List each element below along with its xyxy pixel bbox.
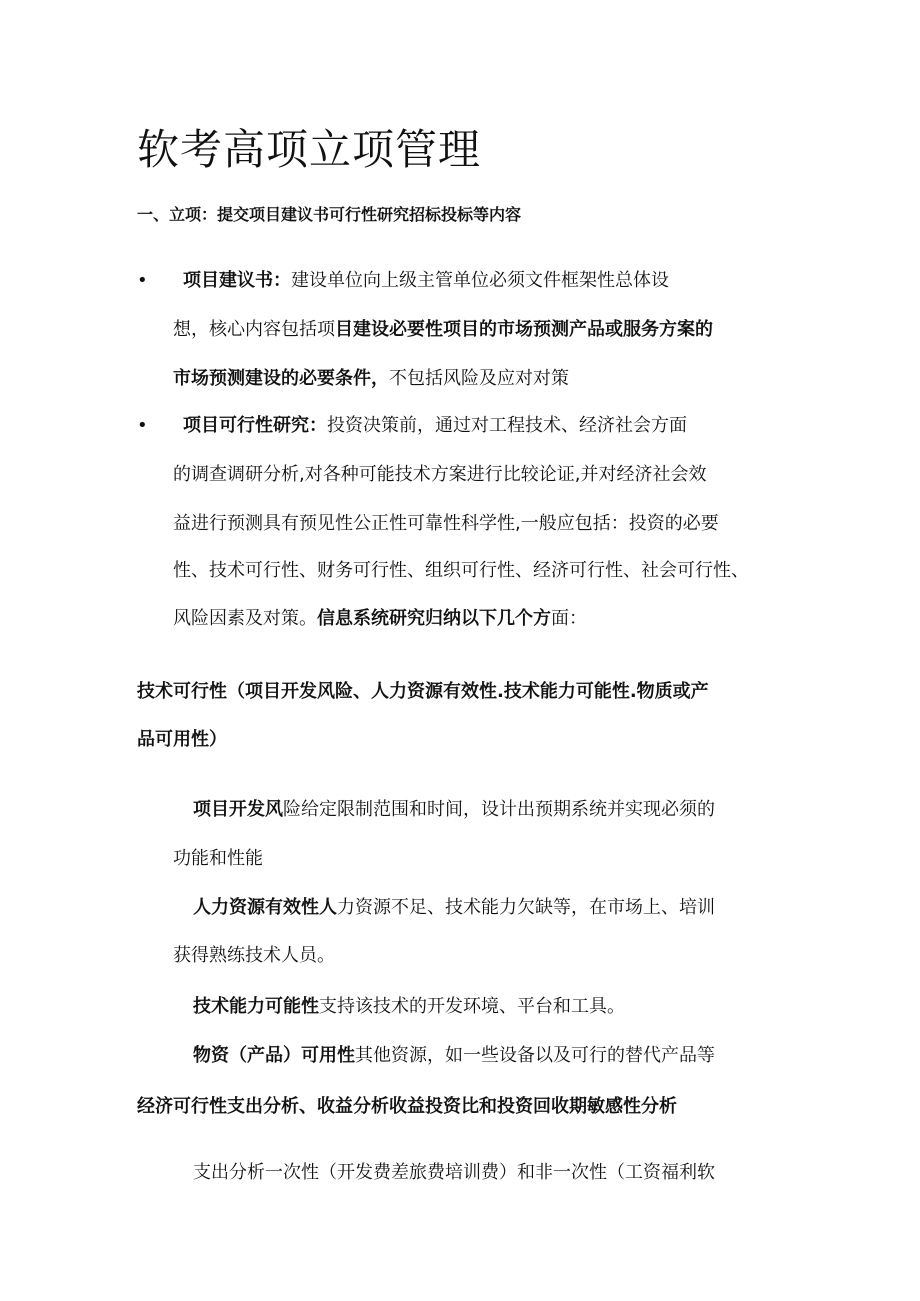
ability-text: 支持该技术的开发环境、平台和工具。 — [319, 996, 625, 1017]
econ-heading: 经济可行性支出分析、收益分析收益投资比和投资回收期敏感性分析 — [137, 1096, 677, 1117]
bullet-marker: • — [137, 415, 148, 436]
proposal-text-2a: 想，核心内容包括项 — [173, 319, 335, 340]
ability-label: 技术能力可能性 — [193, 996, 319, 1017]
feasibility-line-3: 益进行预测具有预见性公正性可靠性科学性,一般应包括：投资的必要 — [173, 513, 719, 534]
hr-line-2: 获得熟练技术人员。 — [173, 945, 335, 966]
econ-spending-line: 支出分析一次性（开发费差旅费培训费）和非一次性（工资福利软 — [193, 1162, 715, 1183]
feasibility-line-1 — [183, 413, 687, 439]
proposal-text-2b: 目建设必要性项目的市场预测产品或服务方案的 — [335, 319, 713, 340]
dev-risk-line-2: 功能和性能 — [173, 848, 263, 869]
feasibility-line-2: 的调查调研分析,对各种可能技术方案进行比较论证,并对经济社会效 — [173, 464, 707, 485]
feasibility-text-1: 投资决策前，通过对工程技术、经济社会方面 — [327, 415, 687, 436]
dev-risk-line-1 — [193, 797, 715, 823]
proposal-text-3b: 不包括风险及应对对策 — [389, 368, 569, 389]
hr-text-1: 力资源不足、技术能力欠缺等，在市场上、培训 — [337, 897, 715, 918]
feasibility-line-4: 性、技术可行性、财务可行性、组织可行性、经济可行性、社会可行性、 — [173, 560, 749, 581]
proposal-line-1 — [183, 268, 669, 294]
dev-risk-label: 项目开发风 — [193, 799, 283, 820]
dev-risk-text-1: 险给定限制范围和时间，设计出预期系统并实现必须的 — [283, 799, 715, 820]
tech-heading-line-2: 品可用性） — [137, 729, 227, 750]
section-heading-project-initiation: 一、立项：提交项目建议书可行性研究招标投标等内容 — [137, 205, 522, 224]
proposal-label: 项目建议书： — [183, 270, 291, 291]
proposal-text-1: 建设单位向上级主管单位必须文件框架性总体设 — [291, 270, 669, 291]
feasibility-label: 项目可行性研究： — [183, 415, 327, 436]
material-line — [193, 1043, 715, 1069]
bullet-marker: • — [137, 270, 148, 291]
feasibility-line-5 — [173, 606, 587, 632]
feasibility-text-5a: 风险因素及对策。 — [173, 608, 317, 629]
proposal-line-2 — [173, 317, 713, 343]
tech-heading-line-1: 技术可行性（项目开发风险、人力资源有效性.技术能力可能性.物质或产 — [137, 681, 709, 702]
feasibility-text-5b: 信息系统研究归纳以下几个方 — [317, 608, 551, 629]
hr-line-1 — [193, 895, 715, 921]
proposal-text-3a: 市场预测建设的必要条件， — [173, 368, 389, 389]
ability-line — [193, 994, 625, 1020]
proposal-line-3 — [173, 366, 569, 392]
page-title: 软考高项立项管理 — [137, 125, 482, 174]
feasibility-text-5c: 面： — [551, 608, 587, 629]
material-label: 物资（产品）可用性 — [193, 1045, 355, 1066]
material-text: 其他资源，如一些设备以及可行的替代产品等 — [355, 1045, 715, 1066]
hr-label: 人力资源有效性人 — [193, 897, 337, 918]
